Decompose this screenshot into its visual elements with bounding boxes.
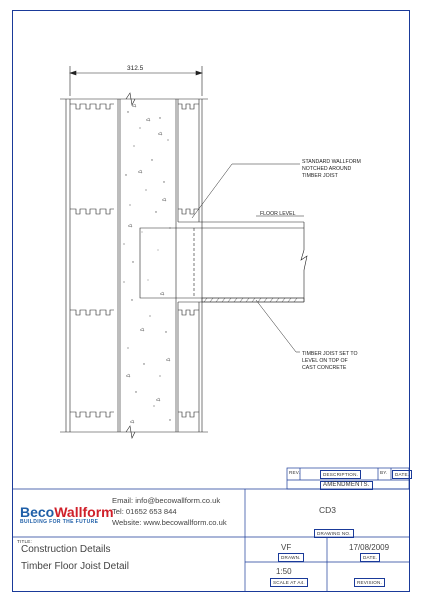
amend-by-header: BY. bbox=[380, 470, 388, 475]
drawn-by-value: VF bbox=[281, 543, 292, 552]
concrete-aggregate bbox=[126, 104, 170, 423]
revision-label: REVISION. bbox=[354, 578, 385, 587]
note-wallform-line2: NOTCHED AROUND bbox=[302, 166, 352, 172]
scale-label: SCALE AT A4. bbox=[270, 578, 308, 587]
note-floor-level: FLOOR LEVEL bbox=[260, 211, 296, 217]
company-email[interactable]: Email: info@becowallform.co.uk bbox=[112, 496, 221, 505]
wall-section bbox=[60, 66, 208, 438]
drawing-number-label: DRAWING NO. bbox=[314, 529, 354, 538]
logo-tagline: BUILDING FOR THE FUTURE bbox=[20, 519, 99, 525]
amend-rev-header: REV. bbox=[289, 470, 301, 475]
date-value: 17/08/2009 bbox=[349, 543, 390, 552]
logo-beco-text: Beco bbox=[20, 504, 55, 520]
concrete-core bbox=[123, 111, 170, 420]
joist-concrete-bed bbox=[202, 298, 304, 302]
note-joist-line1: TIMBER JOIST SET TO bbox=[302, 351, 358, 357]
company-phone: Tel: 01652 653 844 bbox=[112, 507, 177, 516]
logo-wallform-text: Wallform bbox=[54, 504, 114, 520]
date-label: DATE. bbox=[360, 553, 380, 562]
note-joist-line2: LEVEL ON TOP OF bbox=[302, 358, 348, 364]
dimension-label: 312.5 bbox=[127, 65, 144, 72]
note-joist-line3: CAST CONCRETE bbox=[302, 365, 347, 371]
timber-joist bbox=[140, 222, 307, 302]
amend-date-header: DATE. bbox=[392, 470, 412, 479]
title-line-2: Timber Floor Joist Detail bbox=[21, 561, 129, 572]
note-wallform-line3: TIMBER JOIST bbox=[302, 173, 338, 179]
amend-description-header: DESCRIPTION. bbox=[320, 470, 361, 479]
wallform-notches-left bbox=[70, 104, 114, 417]
title-label: TITLE: bbox=[17, 539, 32, 544]
wallform-notches-right bbox=[178, 104, 199, 417]
title-line-1: Construction Details bbox=[21, 544, 111, 555]
amendments-title: AMENDMENTS. bbox=[320, 481, 373, 490]
scale-value: 1:50 bbox=[276, 567, 292, 576]
drawing-number: CD3 bbox=[319, 505, 337, 515]
note-wallform-line1: STANDARD WALLFORM bbox=[302, 159, 361, 165]
drawn-label: DRAWN. bbox=[278, 553, 304, 562]
company-website[interactable]: Website: www.becowallform.co.uk bbox=[112, 518, 227, 527]
leader-lines bbox=[192, 164, 304, 352]
